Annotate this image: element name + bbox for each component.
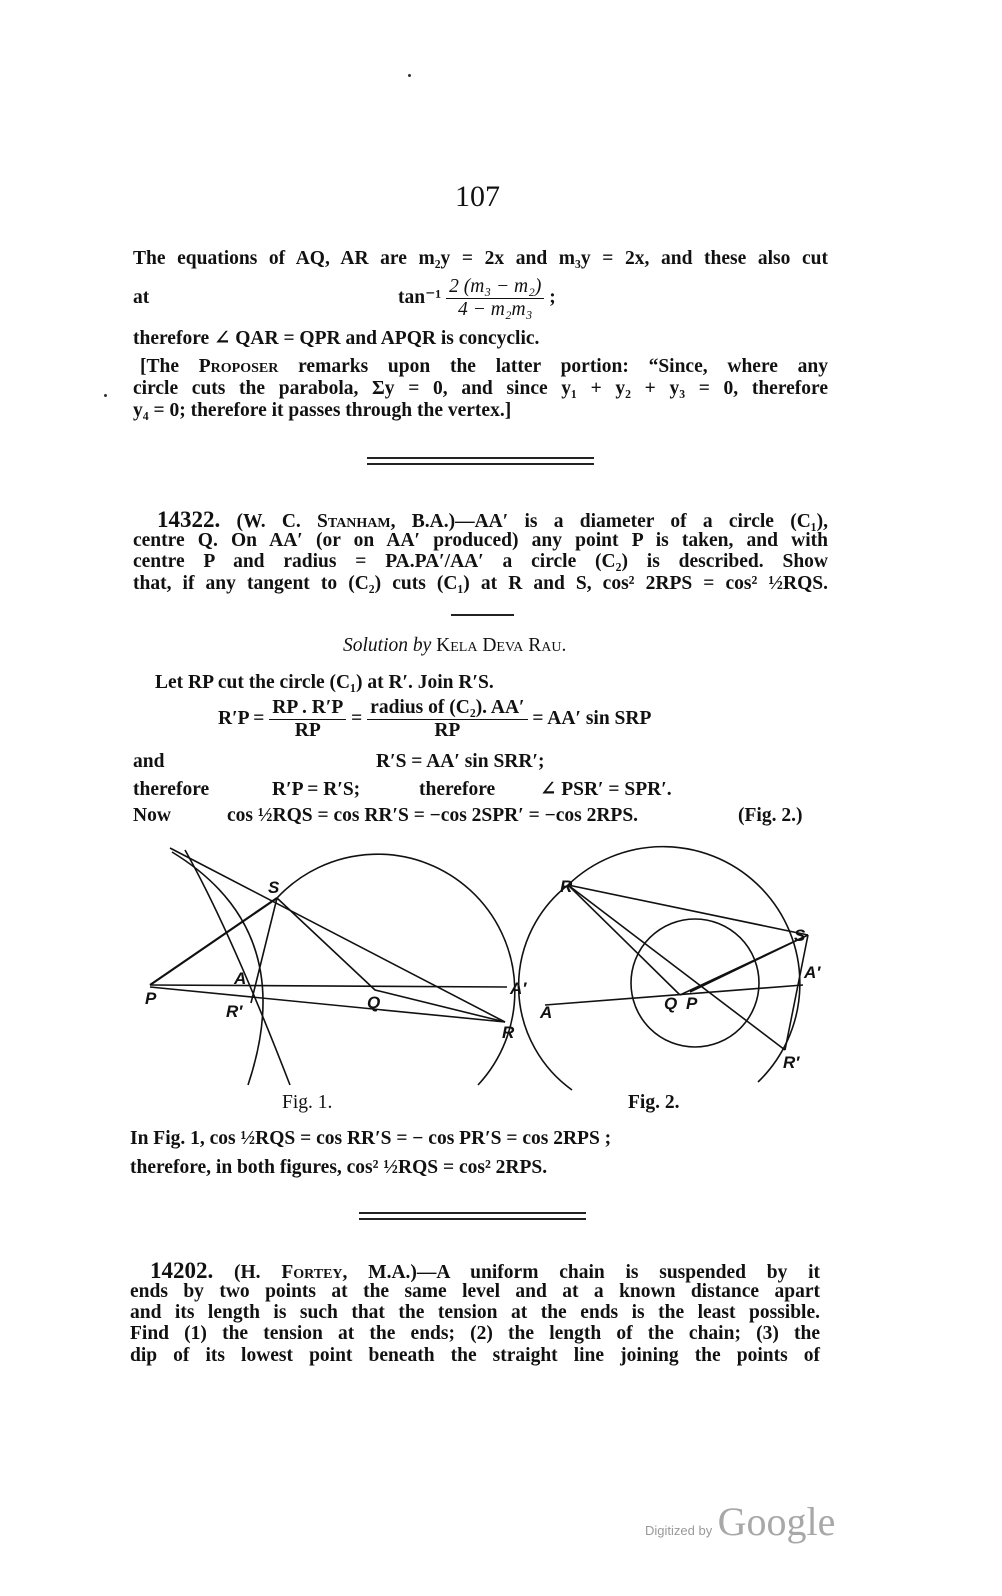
line-pa-prime [150,985,507,987]
text: , M.A.)—A uniform chain is suspended by it [342,1262,820,1283]
text-line: and its length is such that the tension at the ends is the least possible. [130,1302,820,1323]
punct: ; [549,286,556,308]
label-p: P [145,989,157,1008]
remark-line: y₄ = 0; therefore it passes through the vertex.] [133,400,512,421]
text-line: Let RP cut the circle (C₁) at R′. Join R′S. [155,672,494,693]
text-line: Find (1) the tension at the ends; (2) the length of the chain; (3) the [130,1323,820,1344]
text-line: ends by two points at the same level and at a known distance apart [130,1281,820,1302]
line-rr-prime [568,885,785,1050]
numerator: 2 (m₃ − m₂) [446,276,544,299]
label-r-prime: R′ [226,1002,243,1021]
label-r-prime: R′ [783,1053,800,1072]
google-logo: Google [717,1499,836,1544]
text: = [351,707,363,729]
label-q: Q [367,993,381,1012]
divider [359,1212,586,1214]
text-label: Now [133,805,171,826]
figure-1 [150,848,515,1085]
equation-4: cos ½RQS = cos RR′S = −cos 2SPR′ = −cos 2RPS. [227,805,639,826]
remark-line: circle cuts the parabola, Σy = 0, and since y₁ + y₂ + y₃ = 0, therefore [133,378,828,399]
tan-operator: tan⁻¹ [398,286,442,308]
text: R′P = [218,707,265,729]
text: , B.A.)—AA′ is a diameter of a circle (C₁), [390,511,828,532]
text-line: dip of its lowest point beneath the straight line joining the points of [130,1345,820,1366]
tangent-line-rs [568,885,808,935]
circle-c1 [277,854,515,1085]
label-r: R [502,1023,515,1042]
problem-number: 14322. [157,507,221,532]
text-line: centre Q. On AA′ (or on AA′ produced) any point P is taken, and with [133,530,828,551]
equation-3b: therefore [419,779,496,800]
divider [359,1218,586,1220]
line-pr [150,987,505,1022]
figure-1-caption: Fig. 1. [282,1092,333,1113]
equation-3c: ∠ PSR′ = SPR′. [540,779,672,800]
text-line: In Fig. 1, cos ½RQS = cos RR′S = − cos PR′S = cos 2RPS ; [130,1128,612,1149]
proposer: Proposer [198,356,279,377]
label-a: A [234,969,247,988]
circle-c2-arc-left [172,852,263,1085]
text: [The [140,356,199,377]
text-line: therefore, in both figures, cos² ½RQS = cos² 2RPS. [130,1157,548,1178]
circle-c1-left [519,885,572,1090]
text: = AA′ sin SRP [532,707,652,729]
text-line: centre P and radius = PA.PA′/AA′ a circle (C₂) is described. Show [133,551,828,572]
text: (H. [234,1262,282,1283]
denominator: 4 − m₂m₃ [458,299,533,320]
figure-reference: (Fig. 2.) [738,805,803,826]
equation-2: R′S = AA′ sin SRR′; [376,751,545,772]
text: remarks upon the latter portion: “Since, where any [278,356,829,377]
problem-number: 14202. [150,1258,214,1283]
solver: Kela Deva Rau. [436,635,567,656]
text: Solution by [343,635,437,656]
author: Fortey [281,1262,343,1283]
circle-c2 [631,919,759,1047]
label-a-prime: A′ [804,963,821,982]
text-line: that, if any tangent to (C₂) cuts (C₁) at R and S, cos² 2RPS = cos² ½RQS. [133,573,828,594]
watermark-text: Digitized by [645,1523,713,1538]
label-s: S [794,926,806,945]
denominator: RP [294,720,321,741]
equation-3a: R′P = R′S; [272,779,361,800]
text-label: and [133,751,165,772]
text: (W. C. [236,511,318,532]
text-line: The equations of AQ, AR are m₂y = 2x and m₃y = 2x, and these also cut [133,248,828,269]
label-s: S [268,878,280,897]
denominator: RP [434,720,461,741]
numerator: radius of (C₂). AA′ [367,697,527,720]
text-label: at [133,287,150,308]
text-line: therefore ∠ QAR = QPR and APQR is concyclic. [133,328,540,349]
label-a-prime: A′ [510,979,527,998]
page-number: 107 [455,180,500,213]
author: Stanham [317,511,391,532]
figure-2-caption: Fig. 2. [628,1092,680,1113]
tangent-line-rs [170,848,505,1022]
text-label: therefore [133,779,210,800]
label-p: P [686,994,698,1013]
numerator: RP . R′P [269,697,346,720]
digitized-by-google-watermark [645,1498,835,1545]
label-r: R [560,877,573,896]
label-q: Q [664,994,678,1013]
line-rq [568,885,680,995]
label-a: A [540,1003,553,1022]
